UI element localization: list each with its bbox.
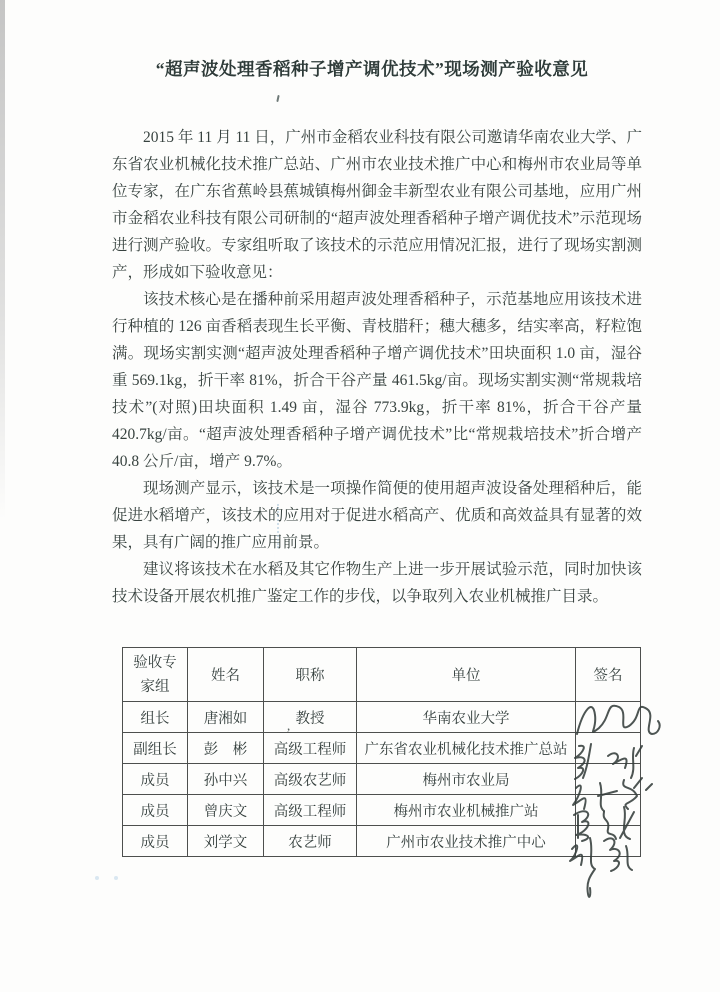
cell-signature [576, 795, 641, 826]
cell-name: 唐湘如 [188, 702, 264, 733]
cell-title: 高级工程师 [264, 733, 357, 764]
cell-role: 成员 [123, 764, 188, 795]
table-row [123, 764, 641, 795]
table-row [123, 826, 641, 857]
paragraph-conclusion: 现场测产显示，该技术是一项操作简便的使用超声波设备处理稻种后，能促进水稻增产，该技术的应用对于促进水稻高产、优质和高效益具有显著的效果，具有广阔的推广应用前景。 [112, 480, 642, 551]
table-header-row [123, 648, 641, 702]
header-unit: 单位 [357, 648, 576, 702]
scan-crease-artifact [277, 504, 279, 548]
cell-unit: 广东省农业机械化技术推广总站 [357, 733, 576, 764]
scan-speck [95, 876, 99, 880]
cell-unit: 华南农业大学 [357, 702, 576, 733]
scan-edge-shadow [0, 0, 5, 520]
table-row [123, 733, 641, 764]
cell-name: 孙中兴 [188, 764, 264, 795]
paragraph-results: 该技术核心是在播种前采用超声波处理香稻种子，示范基地应用该技术进行种植的 126 亩香稻表现生长平衡、青枝腊秆；穗大穗多，结实率高，籽粒饱满。现场实割实测“超声波处理香稻种子增产调优技术”田块面积 1.0 亩，湿谷重 569.1kg，折干率 81%，折合干谷产量 461.5kg/亩。现场实割实测“常规栽培技术”(对照)田块面积 1.49 亩，湿谷 773.9kg，折干率 81%，折合干谷产量 420.7kg/亩。“超声波处理香稻种子增产调优技术”比“常规栽培技术”折合增产 40.8 公斤/亩，增产 9.7%。 [112, 291, 642, 470]
table-row [123, 702, 641, 733]
header-expert-group: 验收专家组 [123, 648, 188, 702]
paragraph-suggestion: 建议将该技术在水稻及其它作物生产上进一步开展试验示范，同时加快该技术设备开展农机推广鉴定工作的步伐，以争取列入农业机械推广目录。 [112, 561, 642, 605]
cell-role: 成员 [123, 795, 188, 826]
cell-unit: 梅州市农业机械推广站 [357, 795, 576, 826]
cell-name: 彭 彬 [188, 733, 264, 764]
expert-group-table [122, 647, 641, 857]
table-row [123, 795, 641, 826]
cell-signature [576, 733, 641, 764]
header-title: 职称 [264, 648, 357, 702]
document-body [112, 124, 642, 610]
ink-speck [276, 95, 279, 102]
ink-stray-comma: , [287, 718, 291, 733]
header-name: 姓名 [188, 648, 264, 702]
cell-signature [576, 826, 641, 857]
page-title: “超声波处理香稻种子增产调优技术”现场测产验收意见 [155, 59, 589, 79]
cell-name: 曾庆文 [188, 795, 264, 826]
cell-title: 农艺师 [264, 826, 357, 857]
cell-unit: 广州市农业技术推广中心 [357, 826, 576, 857]
paragraph-intro: 2015 年 11 月 11 日，广州市金稻农业科技有限公司邀请华南农业大学、广东省农业机械化技术推广总站、广州市农业技术推广中心和梅州市农业局等单位专家，在广东省蕉岭县蕉城镇梅州御金丰新型农业有限公司基地，应用广州市金稻农业科技有限公司研制的“超声波处理香稻种子增产调优技术”示范现场进行测产验收。专家组听取了该技术的示范应用情况汇报，进行了现场实割测产，形成如下验收意见： [112, 129, 642, 281]
cell-title: 高级农艺师 [264, 764, 357, 795]
header-signature: 签名 [576, 648, 641, 702]
cell-role: 组长 [123, 702, 188, 733]
cell-role: 副组长 [123, 733, 188, 764]
cell-signature [576, 702, 641, 733]
cell-signature [576, 764, 641, 795]
cell-name: 刘学文 [188, 826, 264, 857]
cell-role: 成员 [123, 826, 188, 857]
cell-unit: 梅州市农业局 [357, 764, 576, 795]
scan-speck [114, 876, 118, 880]
cell-title: 教授 [264, 702, 357, 733]
cell-title: 高级工程师 [264, 795, 357, 826]
